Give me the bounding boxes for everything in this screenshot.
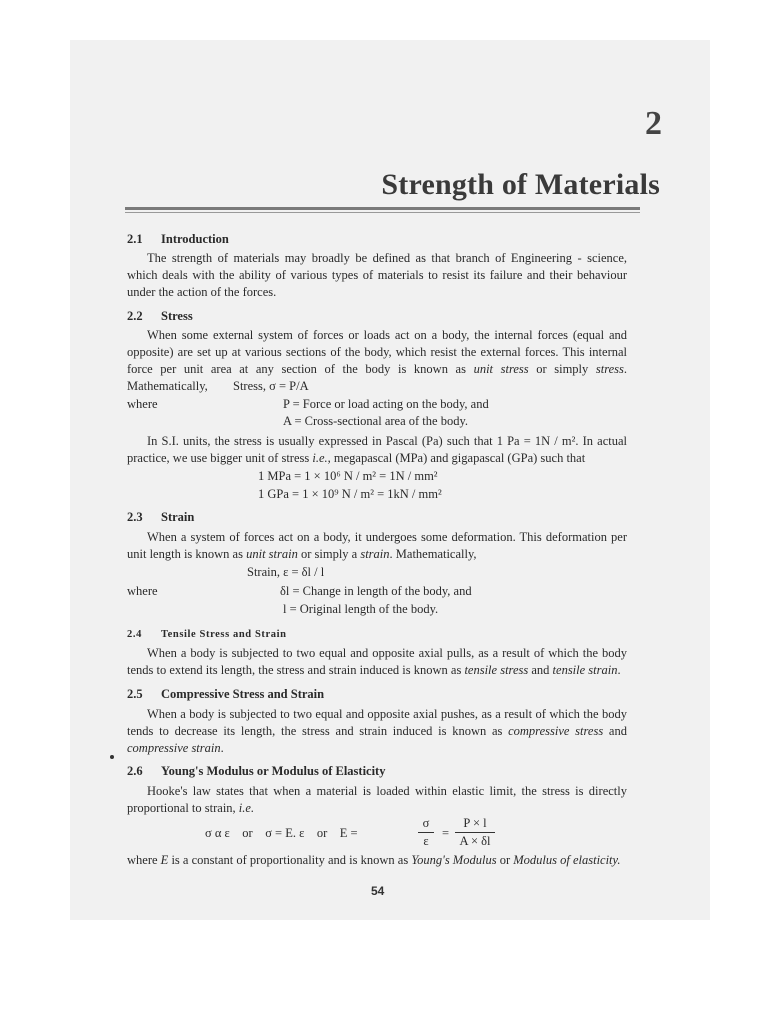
definition-delta-l: δl = Change in length of the body, and (280, 584, 472, 598)
where-label: where (127, 397, 158, 411)
section-heading-introduction: 2.1 Introduction (127, 232, 229, 246)
title-rule-thin (125, 212, 640, 213)
paragraph-stress: When some external system of forces or loads act on a body, the internal forces (equal and opposite) are set up at various sections of the body, which resist the external forces. This internal force per unit area at any section of the body is known as unit stress or simply stress. Mathematically, (127, 328, 627, 393)
paragraph-strain: When a system of forces act on a body, it undergoes some deformation. This deformation per unit length is known as unit strain or simply a strain. Mathematically, (127, 530, 627, 561)
definition-p: P = Force or load acting on the body, and (283, 397, 489, 411)
equation-gpa: 1 GPa = 1 × 10⁹ N / m² = 1kN / mm² (258, 487, 442, 501)
paragraph-compressive: When a body is subjected to two equal and opposite axial pushes, as a result of which the body tends to decrease its length, the stress and strain induced is known as compressive stress and compressive strain. (127, 707, 627, 755)
equation-stress: Stress, σ = P/A (233, 379, 309, 393)
fraction-stress-strain: σ ε (418, 816, 434, 849)
title-rule (125, 207, 640, 210)
margin-dot (110, 755, 114, 759)
equals-sign: = (442, 826, 450, 840)
chapter-title: Strength of Materials (381, 168, 660, 201)
section-heading-youngs-modulus: 2.6 Young's Modulus or Modulus of Elasticity (127, 764, 386, 778)
definition-l: l = Original length of the body. (283, 602, 439, 616)
paragraph-youngs-definition: where E is a constant of proportionality and is known as Young's Modulus or Modulus of elasticity. (127, 853, 621, 867)
section-heading-tensile: 2.4 Tensile Stress and Strain (127, 629, 287, 640)
paragraph-tensile: When a body is subjected to two equal and opposite axial pulls, as a result of which the body tends to extend its length, the stress and strain induced is known as tensile stress and tensile strain. (127, 646, 627, 677)
section-heading-stress: 2.2 Stress (127, 309, 193, 323)
chapter-number: 2 (645, 105, 662, 142)
definition-a: A = Cross-sectional area of the body. (283, 414, 469, 428)
where-label-strain: where (127, 584, 158, 598)
paragraph-si-units: In S.I. units, the stress is usually expressed in Pascal (Pa) such that 1 Pa = 1N / m². In actual practice, we use bigger unit of stress i.e., megapascal (MPa) and gigapascal (GPa) such that (127, 434, 627, 465)
section-heading-compressive: 2.5 Compressive Stress and Strain (127, 687, 325, 701)
equation-mpa: 1 MPa = 1 × 10⁶ N / m² = 1N / mm² (258, 469, 438, 483)
paragraph-introduction: The strength of materials may broadly be defined as that branch of Engineering - science, which deals with the ability of various types of materials to resist its failure and their behaviour under the action of the forces. (127, 251, 627, 299)
equation-strain: Strain, ε = δl / l (247, 565, 325, 579)
section-heading-strain: 2.3 Strain (127, 510, 195, 524)
paragraph-hookes-law: Hooke's law states that when a material is loaded within elastic limit, the stress is directly proportional to strain, i.e. (127, 784, 627, 815)
equation-hookes-law: σ α ε or σ = E. ε or E = (205, 826, 358, 840)
fraction-pl-over-adl: P × l A × δl (455, 816, 495, 849)
page-number: 54 (371, 884, 385, 898)
